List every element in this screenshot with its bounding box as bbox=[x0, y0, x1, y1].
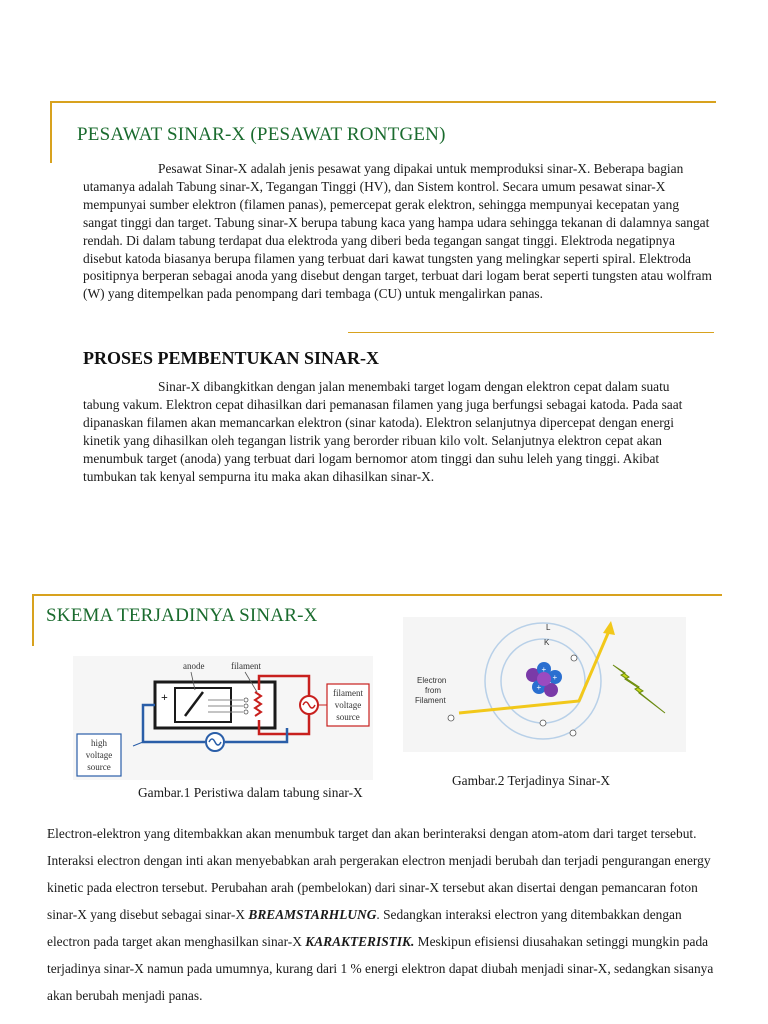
section4-term-karakteristik: KARAKTERISTIK. bbox=[305, 934, 415, 949]
hv-label-3: source bbox=[87, 762, 111, 772]
section1-paragraph-text: Pesawat Sinar-X adalah jenis pesawat yang dipakai untuk memproduksi sinar-X. Beberapa bagian utamanya adalah Tabung sinar-X, Tegangan Tinggi (HV), dan Sistem kontrol. Secara umum pesawat sinar-X mempunyai sumber elektron (filamen panas), pemercepat gerak elektron, sehingga mempunyai kecepatan yang sangat tinggi dan target. Tabung sinar-X berupa tabung kaca yang hampa udara sehingga tekanan di dalamnya sangat rendah. Di dalam tabung terdapat dua elektroda yang diberi beda tegangan sangat tinggi. Elektroda negatipnya disebut katoda biasanya berupa filamen yang terbuat dari kawat tungsten yang melingkar seperti spiral. Elektroda positipnya berperan sebagai anoda yang disebut dengan target, terbuat dari logam berat seperti tungsten atau wolfram (W) yang ditempelkan pada penompang dari tembaga (CU) untuk mengalirkan panas. bbox=[83, 161, 712, 302]
shell-l-label: L bbox=[546, 623, 551, 632]
section4-term-breamstarhlung: BREAMSTARHLUNG bbox=[248, 907, 377, 922]
section1-left-rule bbox=[50, 101, 52, 163]
electron-label-1: Electron bbox=[417, 676, 447, 685]
hv-label-leader bbox=[133, 742, 143, 746]
filament-source-label-3: source bbox=[336, 712, 360, 722]
proton-plus-1: + bbox=[541, 665, 547, 674]
hv-label-1: high bbox=[90, 738, 108, 748]
incoming-electron bbox=[448, 715, 454, 721]
section3-left-rule bbox=[32, 594, 34, 646]
section3-title: SKEMA TERJADINYA SINAR-X bbox=[46, 605, 318, 626]
figure2-svg bbox=[403, 617, 686, 752]
filament-source-label-1: filament bbox=[333, 688, 363, 698]
hv-label-2: voltage bbox=[85, 750, 113, 760]
filament-source-label-2: voltage bbox=[334, 700, 362, 710]
section1-paragraph bbox=[83, 160, 715, 303]
figure1-tube-diagram bbox=[73, 656, 373, 780]
figure1-caption: Gambar.1 Peristiwa dalam tabung sinar-X bbox=[138, 785, 363, 800]
orbit-electron-3 bbox=[570, 730, 576, 736]
anode-plus-sign: + bbox=[161, 690, 168, 704]
xray-photon-icon bbox=[613, 665, 665, 713]
section1-title: PESAWAT SINAR-X (PESAWAT RONTGEN) bbox=[77, 124, 446, 145]
figure2-atom-diagram bbox=[403, 617, 686, 752]
orbit-electron-2 bbox=[540, 720, 546, 726]
section2-title: PROSES PEMBENTUKAN SINAR-X bbox=[83, 348, 380, 368]
electron-path-arrowhead bbox=[603, 621, 615, 635]
electron-label-3: Filament bbox=[415, 696, 446, 705]
shell-k-label: K bbox=[544, 638, 550, 647]
proton-plus-2: + bbox=[552, 673, 558, 682]
figure2-caption: Gambar.2 Terjadinya Sinar-X bbox=[452, 773, 611, 788]
section2-paragraph bbox=[83, 378, 693, 485]
proton-plus-3: + bbox=[536, 683, 542, 692]
filament-label: filament bbox=[231, 661, 261, 671]
section1-bottom-rule bbox=[348, 332, 714, 333]
section4-text-1: Electron-elektron yang ditembakkan akan menumbuk target dan akan berinteraksi dengan atom-atom dari target tersebut. Interaksi electron dengan inti akan menyebabkan arah pergerakan electron menjadi berubah dan terjadi pengurangan energy kinetic pada electron tersebut. Perubahan arah (pembelokan) dari sinar-X tersebut akan disertai dengan pemancaran foton sinar-X yang disebut sebagai sinar-X bbox=[47, 826, 711, 922]
section4-paragraph bbox=[47, 820, 717, 1009]
section1-top-rule bbox=[50, 101, 716, 103]
orbit-electron-1 bbox=[571, 655, 577, 661]
figure1-svg bbox=[73, 656, 373, 780]
section2-paragraph-text: Sinar-X dibangkitkan dengan jalan menembaki target logam dengan elektron cepat dalam suatu tabung vakum. Elektron cepat dihasilkan dari pemanasan filamen yang juga berfungsi sebagai katoda. Pada saat dipanaskan filamen akan memancarkan elektron (sinar katoda). Elektron selanjutnya dipercepat dengan energi kinetik yang dihasilkan oleh tegangan listrik yang berorder ribuan kilo volt. Selanjutnya elektron cepat akan menumbuk target (anoda) yang terbuat dari logam bernomor atom tinggi dan suhu leleh yang tinggi. Akibat tumbukan tak kenyal sempurna itu maka akan dihasilkan sinar-X. bbox=[83, 379, 683, 484]
electron-label-2: from bbox=[425, 686, 441, 695]
section4-text-2: . Sedangkan interaksi electron yang ditembakkan dengan electron pada target akan menghasilkan sinar-X bbox=[47, 907, 682, 949]
section3-top-rule bbox=[32, 594, 722, 596]
anode-label: anode bbox=[183, 661, 205, 671]
section4-text-3: Meskipun efisiensi diusahakan setinggi mungkin pada terjadinya sinar-X namun pada umumnya, kurang dari 1 % energi elektron dapat diubah menjadi sinar-X, sedangkan sisanya akan berubah menjadi panas. bbox=[47, 934, 714, 1003]
